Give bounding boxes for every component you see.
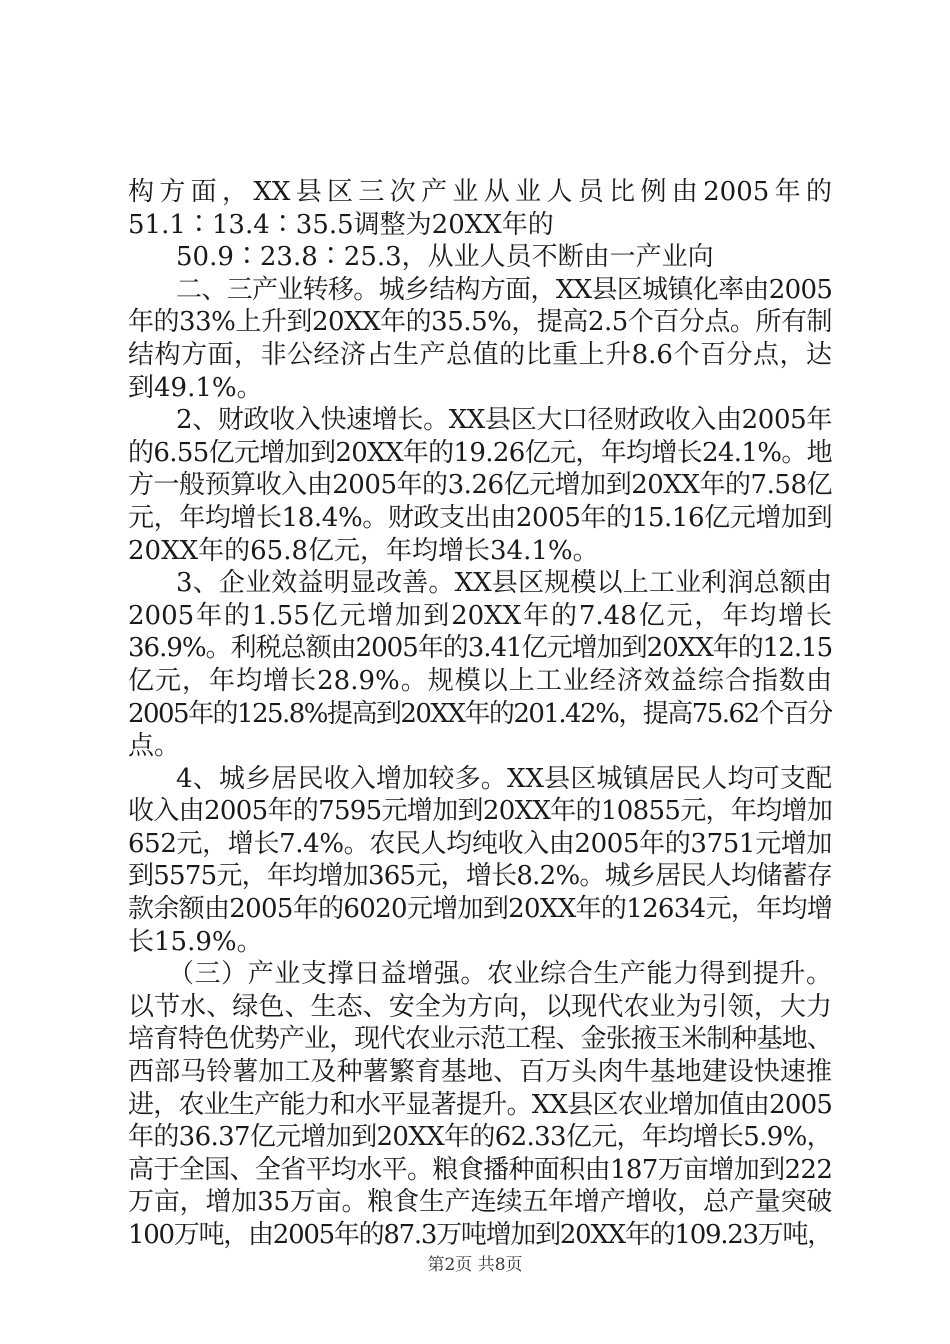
text-line: 2、财政收入快速增长。XX县区大口径财政收入由2005年: [176, 405, 832, 436]
text-line: 元，年均增长18.4%。财政支出由2005年的15.16亿元增加到: [128, 502, 832, 533]
text-line: 3、企业效益明显改善。XX县区规模以上工业利润总额由: [176, 568, 832, 599]
text-line: 到5575元，年均增加365元，增长8.2%。城乡居民人均储蓄存: [128, 861, 832, 892]
text-line: 西部马铃薯加工及种薯繁育基地、百万头肉牛基地建设快速推: [128, 1057, 832, 1088]
text-line: 652元，增长7.4%。农民人均纯收入由2005年的3751元增加: [128, 828, 832, 859]
text-line: 50.9∶23.8∶25.3，从业人员不断由一产业向: [176, 242, 714, 273]
text-line: 构方面，XX县区三次产业从业人员比例由2005年的: [128, 177, 832, 207]
text-line: 收入由2005年的7595元增加到20XX年的10855元，年均增加: [128, 796, 832, 827]
text-line: 的6.55亿元增加到20XX年的19.26亿元，年均增长24.1%。地: [128, 437, 832, 468]
text-line: 高于全国、全省平均水平。粮食播种面积由187万亩增加到222: [128, 1154, 832, 1185]
text-line: 长15.9%。: [128, 926, 263, 957]
text-line: 51.1∶13.4∶35.5调整为20XX年的: [128, 209, 554, 240]
text-line: 以节水、绿色、生态、安全为方向，以现代农业为引领，大力: [128, 991, 832, 1022]
text-line: 2005年的1.55亿元增加到20XX年的7.48亿元，年均增长: [128, 600, 832, 631]
text-line: 进，农业生产能力和水平显著提升。XX县区农业增加值由2005: [128, 1089, 832, 1120]
text-line: 方一般预算收入由2005年的3.26亿元增加到20XX年的7.58亿: [128, 470, 832, 501]
text-line: 2005年的125.8%提高到20XX年的201.42%，提高75.62个百分: [128, 698, 832, 729]
text-line: 到49.1%。: [128, 372, 263, 403]
text-line: 款余额由2005年的6020元增加到20XX年的12634元，年均增: [128, 894, 832, 925]
text-line: 年的36.37亿元增加到20XX年的62.33亿元，年均增长5.9%，: [128, 1122, 832, 1153]
text-line: 年的33%上升到20XX年的35.5%，提高2.5个百分点。所有制: [128, 307, 832, 338]
text-line: 亿元，年均增长28.9%。规模以上工业经济效益综合指数由: [128, 665, 832, 696]
text-line: 4、城乡居民收入增加较多。XX县区城镇居民人均可支配: [176, 763, 832, 794]
text-line: 点。: [128, 731, 181, 762]
text-line: （三）产业支撑日益增强。农业综合生产能力得到提升。: [168, 959, 832, 990]
text-line: 二、三产业转移。城乡结构方面，XX县区城镇化率由2005: [176, 274, 832, 305]
text-line: 100万吨，由2005年的87.3万吨增加到20XX年的109.23万吨，: [128, 1220, 832, 1250]
text-line: 培育特色优势产业，现代农业示范工程、金张掖玉米制种基地、: [128, 1024, 832, 1055]
document-body: [128, 176, 832, 1252]
text-line: 万亩，增加35万亩。粮食生产连续五年增产增收，总产量突破: [128, 1187, 832, 1218]
page-footer: 第2页 共8页: [427, 1255, 523, 1275]
text-line: 结构方面，非公经济占生产总值的比重上升8.6个百分点，达: [128, 339, 832, 370]
text-line: 36.9%。利税总额由2005年的3.41亿元增加到20XX年的12.15: [128, 633, 832, 664]
text-line: 20XX年的65.8亿元，年均增长34.1%。: [128, 535, 599, 566]
